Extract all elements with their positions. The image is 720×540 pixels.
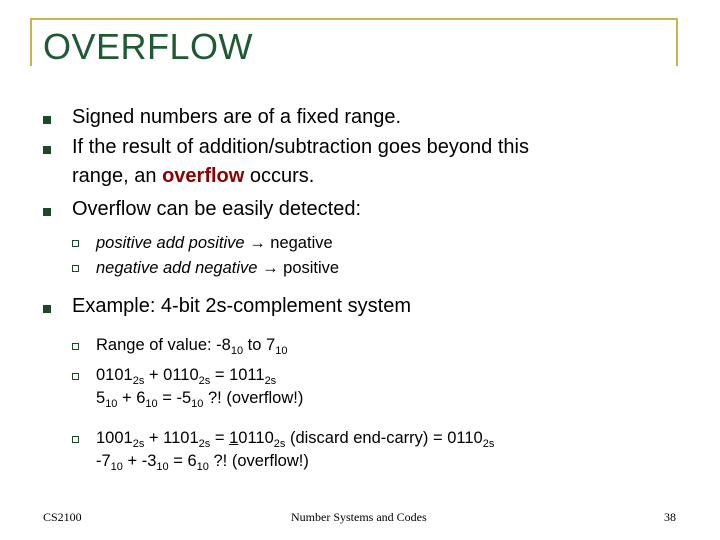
ex2-fs: 10: [196, 461, 209, 473]
footer-course: CS2100: [43, 510, 82, 524]
detect-item-1-result: negative: [270, 234, 333, 252]
ex1-f: = -5: [157, 389, 192, 407]
end-carry-bit: 1: [229, 429, 239, 447]
bullet-marker: [43, 208, 51, 216]
ex1-a: 0101: [96, 366, 133, 384]
ex2-c3s: 2s: [482, 438, 495, 450]
ex1-g: ?! (overflow!): [203, 389, 304, 407]
range-sub-2: 10: [275, 345, 288, 357]
example-range: [96, 334, 287, 356]
range-sub-1: 10: [230, 345, 244, 357]
ex1-as: 2s: [132, 375, 145, 387]
detect-item-2: [96, 257, 339, 279]
sub-bullet-marker: [72, 240, 79, 247]
ex2-e: + -3: [122, 452, 157, 470]
detect-item-1: [96, 232, 333, 254]
ex2-b: + 1101: [144, 429, 199, 447]
ex1-fs: 10: [191, 398, 204, 410]
example-heading: Example: 4-bit 2s-complement system: [72, 295, 412, 317]
ex2-c3: (discard end-carry) = 0110: [285, 429, 483, 447]
sub-bullet-marker: [72, 343, 79, 350]
overflow-emphasis: overflow: [162, 165, 245, 187]
ex1-bs: 2s: [198, 375, 211, 387]
bullet-marker: [43, 146, 51, 154]
slide-frame-top: [30, 18, 678, 20]
text-occurs: occurs.: [249, 165, 315, 187]
ex2-f: = 6: [168, 452, 197, 470]
ex1-cs: 2s: [264, 375, 277, 387]
ex2-bs: 2s: [198, 438, 211, 450]
slide-title: OVERFLOW: [43, 26, 254, 67]
ex2-c2: 0110: [238, 429, 274, 447]
ex2-d: -7: [96, 452, 111, 470]
range-text-1: Range of value: -8: [96, 336, 231, 354]
ex2-cs: 2s: [273, 438, 286, 450]
example-2-decimal: [96, 450, 309, 472]
bullet-overflow-condition-line1: If the result of addition/subtraction goes beyond this: [72, 136, 529, 158]
range-text-2: to 7: [243, 336, 276, 354]
ex1-e: + 6: [117, 389, 146, 407]
ex2-a: 1001: [96, 429, 133, 447]
text-range-an: range, an: [72, 165, 157, 187]
ex2-es: 10: [156, 461, 169, 473]
detect-item-2-text: negative add negative: [96, 259, 258, 277]
detect-item-1-text: positive add positive: [96, 234, 245, 252]
slide-frame-left: [30, 18, 32, 66]
ex2-ds: 10: [110, 461, 123, 473]
ex1-es: 10: [145, 398, 158, 410]
ex1-d: 5: [96, 389, 106, 407]
ex1-c: = 1011: [210, 366, 265, 384]
ex2-c: =: [210, 429, 230, 447]
example-1-binary: [96, 364, 276, 386]
ex2-as: 2s: [132, 438, 145, 450]
detect-item-2-result: positive: [283, 259, 340, 277]
bullet-overflow-condition-line2: [72, 163, 314, 189]
ex1-ds: 10: [105, 398, 118, 410]
page-number: 38: [664, 510, 676, 524]
bullet-overflow-detected: Overflow can be easily detected:: [72, 198, 362, 220]
arrow-right-icon: →: [262, 259, 279, 277]
bullet-marker: [43, 116, 51, 124]
arrow-right-icon: →: [249, 234, 266, 252]
sub-bullet-marker: [72, 265, 79, 272]
sub-bullet-marker: [72, 373, 79, 380]
slide-frame-right: [676, 18, 678, 66]
example-2-binary: [96, 427, 494, 449]
ex2-g: ?! (overflow!): [208, 452, 309, 470]
ex1-b: + 0110: [144, 366, 199, 384]
sub-bullet-marker: [72, 436, 79, 443]
example-1-decimal: [96, 387, 303, 409]
footer-topic: Number Systems and Codes: [291, 510, 427, 524]
bullet-marker: [43, 305, 51, 313]
bullet-fixed-range: Signed numbers are of a fixed range.: [72, 106, 402, 128]
